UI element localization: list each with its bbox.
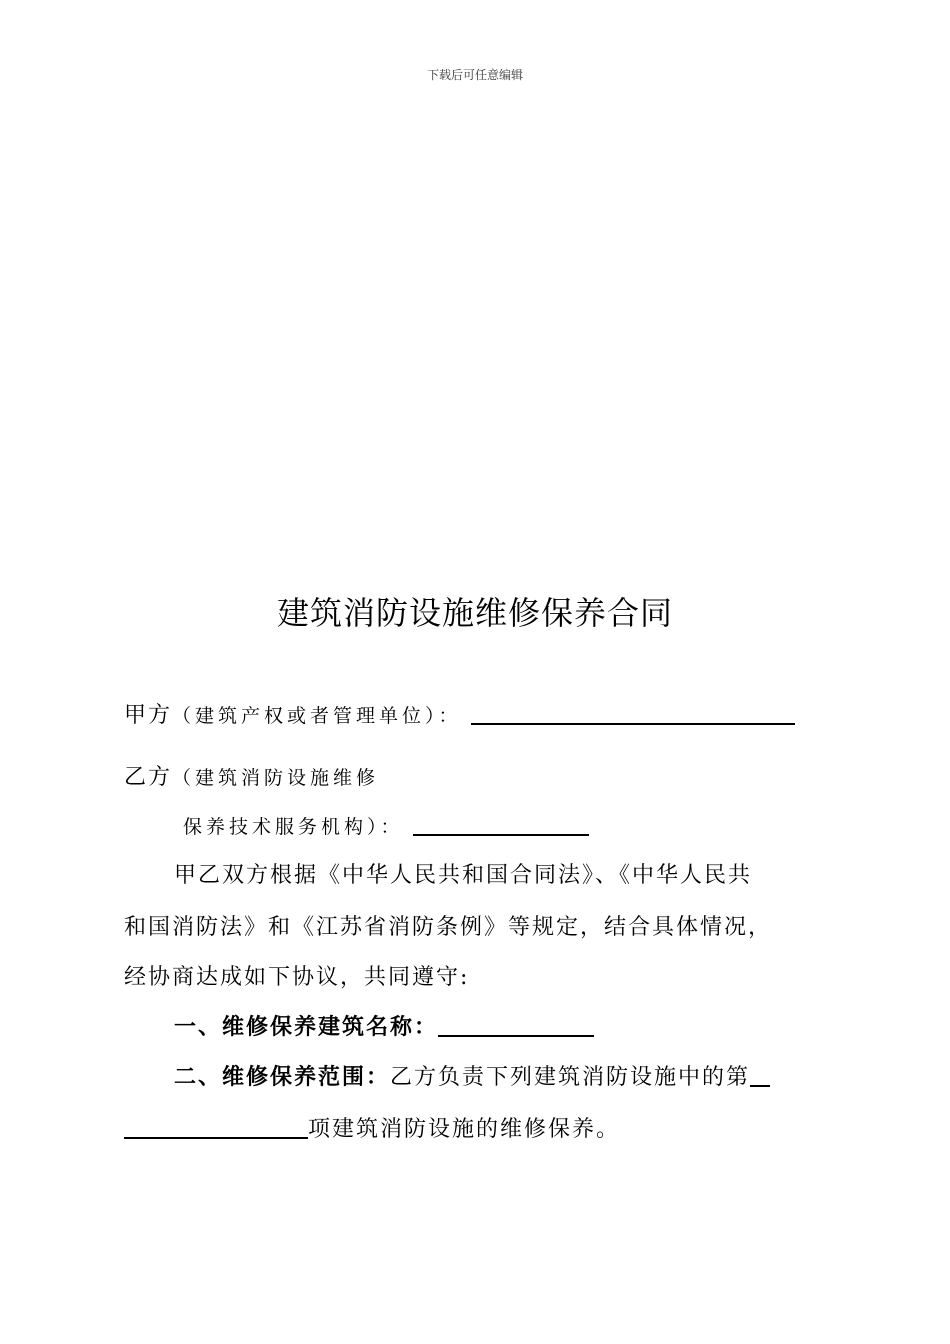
party-a-blank[interactable] bbox=[471, 703, 795, 725]
clause-2-line-1 bbox=[174, 1060, 770, 1091]
party-a-description: （建筑产权或者管理单位）： bbox=[172, 705, 462, 727]
clause-2-line-2 bbox=[124, 1112, 620, 1143]
scope-blank[interactable] bbox=[124, 1117, 308, 1139]
party-b-line-2 bbox=[183, 812, 589, 839]
building-name-blank[interactable] bbox=[438, 1015, 594, 1037]
clause-2-heading: 二、维修保养范围： bbox=[174, 1064, 391, 1090]
clause-2-text-2: 项建筑消防设施的维修保养。 bbox=[308, 1117, 621, 1142]
intro-line-2: 和国消防法》和《江苏省消防条例》等规定，结合具体情况， bbox=[124, 915, 773, 940]
clause-1-heading: 一、维修保养建筑名称： bbox=[174, 1014, 439, 1040]
page-header-note: 下载后可任意编辑 bbox=[426, 68, 523, 82]
party-b-blank[interactable] bbox=[413, 814, 589, 836]
party-a-label: 甲方 bbox=[124, 703, 173, 728]
party-b-label: 乙方 bbox=[124, 765, 173, 790]
party-b-line bbox=[124, 760, 379, 791]
party-b-description-1: （建筑消防设施维修 bbox=[172, 767, 380, 789]
clause-2-text-1: 乙方负责下列建筑消防设施中的第 bbox=[390, 1065, 751, 1090]
clause-1-line bbox=[174, 1010, 594, 1041]
intro-line-3: 经协商达成如下协议，共同遵守: bbox=[124, 965, 470, 990]
intro-line-1: 甲乙双方根据《中华人民共和国合同法》、《中华人民共 bbox=[174, 863, 753, 888]
document-title: 建筑消防设施维修保养合同 bbox=[276, 594, 673, 632]
scope-blank-start[interactable] bbox=[750, 1065, 770, 1087]
party-a-line bbox=[124, 698, 795, 729]
party-b-description-2: 保养技术服务机构）： bbox=[183, 816, 404, 838]
